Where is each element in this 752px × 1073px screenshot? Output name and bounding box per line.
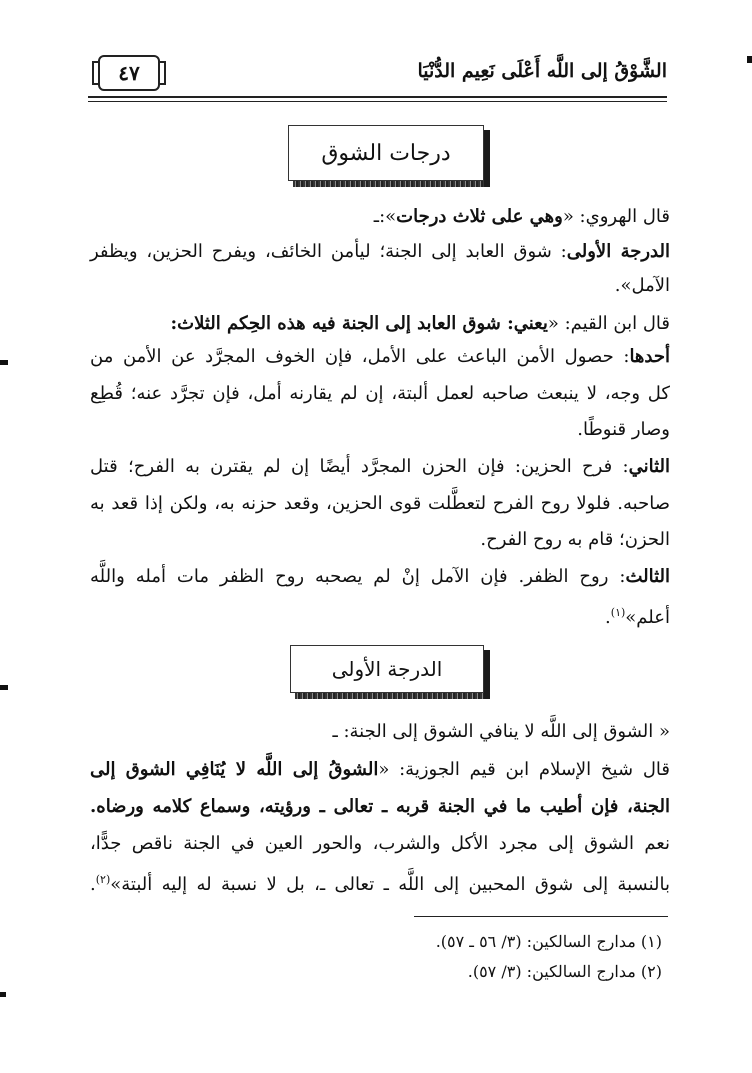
text-line: بالنسبة إلى شوق المحبين إلى اللَّه ـ تعالى ـ، بل لا نسبة له إليه ألبتة»$^{(٢)}$. [90,873,670,895]
title-shadow-right [484,130,490,187]
page-header [88,52,667,98]
text-line: قال شيخ الإسلام ابن قيم الجوزية: «الشوقُ إلى اللَّه لا يُنَافِي الشوق إلى [90,759,670,780]
text-line: قال ابن القيم: «يعني: شوق العابد إلى الجنة فيه هذه الحِكم الثلاث: [170,313,670,334]
text-line: صاحبه. فلولا روح الفرح لتعطَّلت قوى الحزين، وقعد حزنه به، ولكن إذا قعد به [90,493,670,514]
scan-mark [0,360,8,365]
text-line: الآمل». [614,275,670,296]
footnote-ref: (٢) [95,873,111,886]
text-line: قال الهروي: «وهي على ثلاث درجات»:ـ [373,206,670,227]
text-line: كل وجه، لا ينبعث صاحبه لعمل ألبتة، إن لم يقارنه أمل، فإن تجرَّد عنه؛ قُطِع [90,383,670,404]
text-line: الثاني: فرح الحزين: فإن الحزن المجرَّد أيضًا إن لم يقترن به الفرح؛ قتل [90,456,670,477]
footnote: (١) مدارج السالكين: (٣/ ٥٦ ـ ٥٧). [435,932,662,951]
text-line: الدرجة الأولى: شوق العابد إلى الجنة؛ ليأمن الخائف، ويفرح الحزين، ويظفر [90,241,670,262]
title-shadow-right [484,650,490,699]
text-line: الحزن؛ قام به روح الفرح. [480,529,670,550]
text-line: « الشوق إلى اللَّه لا ينافي الشوق إلى الجنة: ـ [332,721,670,742]
footnote-rule [414,916,668,917]
section-title: درجات الشوق [321,140,451,166]
page-number: ٤٧ [98,55,160,91]
header-rule-thin [88,101,667,102]
scan-mark [0,992,6,997]
footnote-ref: (١) [610,606,626,619]
text-line: الثالث: روح الظفر. فإن الآمل إنْ لم يصحبه روح الظفر مات أمله واللَّه [90,566,670,587]
subsection-title: الدرجة الأولى [331,657,443,681]
title-shadow-bottom [295,693,490,699]
text-line: الجنة، فإن أطيب ما في الجنة قربه ـ تعالى ـ ورؤيته، وسماع كلامه ورضاه. [90,796,670,817]
scan-mark [747,56,752,63]
scan-mark [0,685,8,690]
subsection-title-box [290,645,484,693]
text-line: وصار قنوطًا. [577,419,670,440]
text-line: نعم الشوق إلى مجرد الأكل والشرب، والحور العين في الجنة ناقص جدًّا، [90,833,670,854]
text-line: أعلم»$^{(١)}$. [605,606,670,628]
text-line: أحدها: حصول الأمن الباعث على الأمل، فإن الخوف المجرَّد عن الأمن من [90,346,670,367]
header-rule [88,96,667,98]
running-title: الشَّوْقُ إلى اللَّه أَعْلَى نَعِيم الدُّنْيَا [417,60,667,82]
section-title-box [288,125,484,181]
title-shadow-bottom [293,181,490,187]
footnote: (٢) مدارج السالكين: (٣/ ٥٧). [467,962,662,981]
